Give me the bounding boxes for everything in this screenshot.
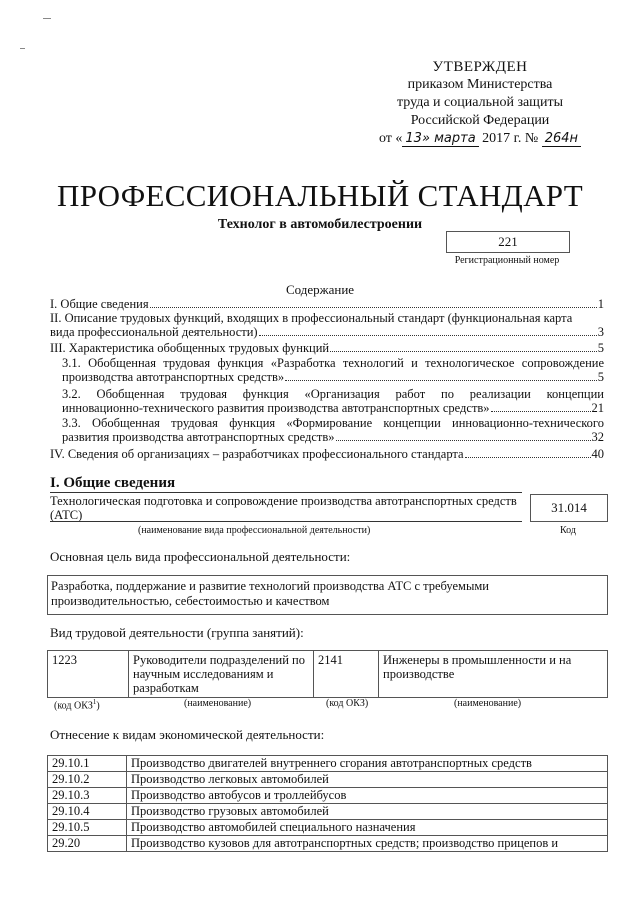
occupation-name-caption: (наименование) — [454, 698, 522, 709]
toc-item-text: 3.2. Обобщенная трудовая функция «Организация работ по реализации концепции — [62, 387, 604, 401]
scan-mark — [43, 18, 51, 19]
approval-line: труда и социальной защиты — [397, 95, 563, 110]
occupation-name: Руководители подразделений по научным исследованиям и разработкам — [129, 651, 314, 698]
occupation-name-caption: (наименование) — [184, 698, 252, 709]
activity-kind-text: Технологическая подготовка и сопровождение производства автотранспортных средств (АТС) — [50, 494, 517, 522]
toc-item[interactable] — [50, 387, 604, 415]
activity-code-caption: Код — [560, 525, 576, 536]
toc-item-text: развития производства автотранспортных средств» — [62, 430, 335, 444]
table-row — [48, 788, 608, 804]
occupation-captions — [50, 698, 610, 710]
caption-text: (код ОКЗ — [54, 700, 93, 712]
standard-title: ПРОФЕССИОНАЛЬНЫЙ СТАНДАРТ — [57, 178, 583, 213]
toc-item-page: 3 — [597, 325, 604, 339]
okved-label: Отнесение к видам экономической деятельности: — [50, 727, 325, 742]
okved-table — [47, 755, 608, 852]
okved-name: Производство грузовых автомобилей — [127, 804, 608, 820]
occupation-name: Инженеры в промышленности и на производстве — [379, 651, 608, 698]
contents-title: Содержание — [285, 282, 355, 297]
toc-item-text: инновационно-технического развития производства автотранспортных средств» — [62, 401, 490, 415]
toc-item[interactable] — [50, 341, 604, 355]
toc-item-text: 3.1. Обобщенная трудовая функция «Разработка технологий и технологическое сопровождение — [62, 356, 604, 370]
occupation-code-caption: (код ОКЗ) — [326, 698, 369, 709]
registration-number-label: Регистрационный номер — [454, 255, 560, 266]
caption-text: ) — [96, 700, 100, 712]
approval-title: УТВЕРЖДЕН — [432, 59, 528, 75]
table-row — [48, 756, 608, 772]
occupation-table — [47, 650, 608, 698]
occupation-group-label: Вид трудовой деятельности (группа занятий): — [50, 625, 304, 640]
purpose-label: Основная цель вида профессиональной деятельности: — [50, 549, 351, 564]
toc-item-page: 5 — [597, 370, 604, 384]
table-row — [48, 772, 608, 788]
section-rule — [50, 492, 522, 493]
approval-block — [360, 58, 600, 148]
scan-mark — [20, 48, 25, 49]
toc-item-text: 3.3. Обобщенная трудовая функция «Формирование концепции инновационно-технического — [62, 416, 604, 430]
occupation-code: 1223 — [48, 651, 129, 698]
date-year: 2017 г. № — [482, 131, 539, 146]
toc-item[interactable] — [50, 416, 604, 444]
toc-item-text: IV. Сведения об организациях – разработчиках профессионального стандарта — [50, 447, 464, 461]
okved-code: 29.10.2 — [48, 772, 127, 788]
toc-item[interactable] — [50, 447, 604, 461]
toc-item-page: 1 — [597, 297, 604, 311]
okved-code: 29.10.4 — [48, 804, 127, 820]
registration-number-box: 221 — [446, 231, 570, 253]
approval-date-line — [360, 130, 600, 148]
activity-code-box: 31.014 — [530, 494, 608, 522]
toc-item-text: вида профессиональной деятельности) — [50, 325, 258, 339]
okved-name: Производство автомобилей специального назначения — [127, 820, 608, 836]
toc-item-page: 5 — [597, 341, 604, 355]
okved-code: 29.20 — [48, 836, 127, 852]
occupation-code: 2141 — [314, 651, 379, 698]
okved-name: Производство кузовов для автотранспортных средств; производство прицепов и — [127, 836, 608, 852]
toc-item-page: 21 — [591, 401, 604, 415]
okved-name: Производство автобусов и троллейбусов — [127, 788, 608, 804]
approval-line: приказом Министерства — [407, 77, 553, 92]
occupation-code-caption — [54, 698, 100, 711]
okved-name: Производство двигателей внутреннего сгорания автотранспортных средств — [127, 756, 608, 772]
activity-kind-caption: (наименование вида профессиональной деятельности) — [138, 525, 371, 536]
toc-item-text: производства автотранспортных средств» — [62, 370, 285, 384]
handwritten-number: 264н — [542, 131, 581, 147]
activity-kind-underline — [50, 521, 522, 522]
toc-item-text: I. Общие сведения — [50, 297, 149, 311]
toc-item-page: 40 — [591, 447, 604, 461]
standard-subtitle: Технолог в автомобилестроении — [217, 217, 423, 232]
table-row — [48, 651, 608, 698]
purpose-text: Разработка, поддержание и развитие технологий производства АТС с требуемыми производительностью, себестоимостью и качеством — [47, 575, 608, 615]
table-row — [48, 804, 608, 820]
okved-name: Производство легковых автомобилей — [127, 772, 608, 788]
date-prefix: от « — [378, 131, 403, 146]
approval-line: Российской Федерации — [410, 113, 550, 128]
section-heading: I. Общие сведения — [50, 475, 176, 491]
toc-item-text: II. Описание трудовых функций, входящих в профессиональный стандарт (функциональная карта — [50, 311, 573, 325]
okved-code: 29.10.1 — [48, 756, 127, 772]
footnote-mark: 1 — [92, 698, 97, 706]
toc-item[interactable] — [50, 311, 604, 339]
table-row — [48, 820, 608, 836]
okved-code: 29.10.5 — [48, 820, 127, 836]
toc-item-text: III. Характеристика обобщенных трудовых функций — [50, 341, 330, 355]
toc-item[interactable] — [50, 297, 604, 311]
toc-item-page: 32 — [591, 430, 604, 444]
table-row — [48, 836, 608, 852]
okved-code: 29.10.3 — [48, 788, 127, 804]
toc-item[interactable] — [50, 356, 604, 384]
handwritten-date: 13» марта — [402, 131, 478, 147]
